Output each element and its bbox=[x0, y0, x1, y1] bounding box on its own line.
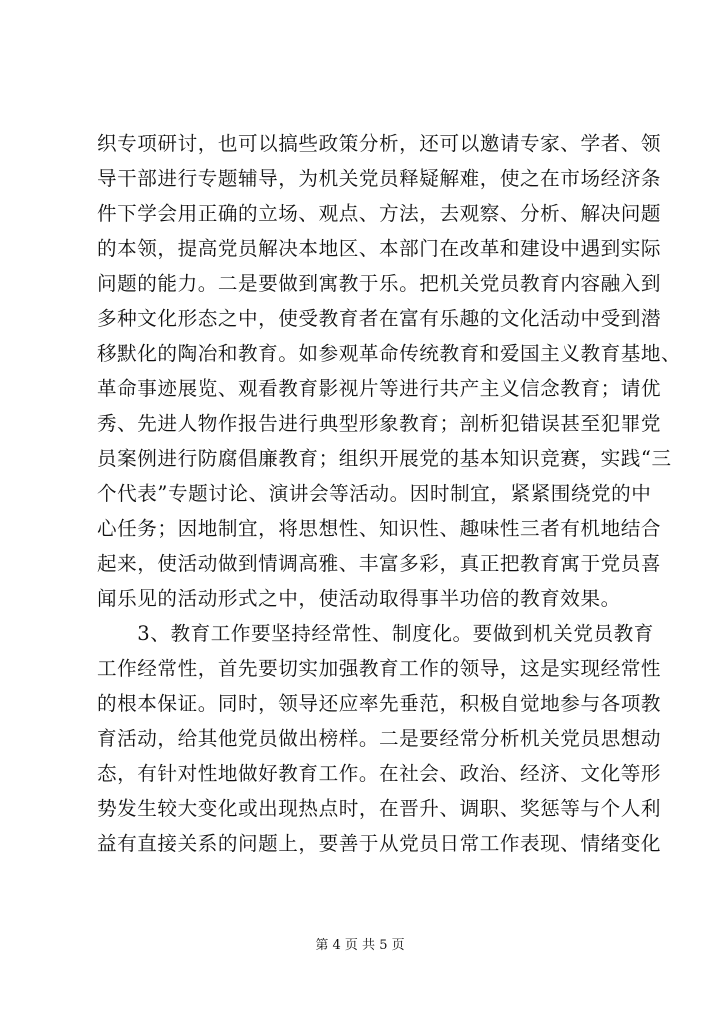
text-line: 问题的能力。二是要做到寓教于乐。把机关党员教育内容融入到 bbox=[97, 272, 662, 295]
text-line: 的本领，提高党员解决本地区、本部门在改革和建设中遇到实际 bbox=[97, 237, 662, 260]
page-footer: 第 4 页 共 5 页 bbox=[315, 938, 405, 953]
text-line: 起来，使活动做到情调高雅、丰富多彩，真正把教育寓于党员喜 bbox=[97, 552, 662, 575]
text-line: 闻乐见的活动形式之中，使活动取得事半功倍的教育效果。 bbox=[97, 587, 621, 610]
text-line: 的根本保证。同时，领导还应率先垂范，积极自觉地参与各项教 bbox=[97, 692, 662, 715]
text-line: 多种文化形态之中，使受教育者在富有乐趣的文化活动中受到潜 bbox=[97, 307, 662, 330]
text-line: 件下学会用正确的立场、观点、方法，去观察、分析、解决问题 bbox=[97, 202, 662, 225]
text-line: 个代表”专题讨论、演讲会等活动。因时制宜，紧紧围绕党的中 bbox=[97, 482, 652, 505]
text-line: 育活动，给其他党员做出榜样。二是要经常分析机关党员思想动 bbox=[97, 727, 662, 750]
text-line: 心任务；因地制宜，将思想性、知识性、趣味性三者有机地结合 bbox=[97, 517, 662, 540]
text-line: 革命事迹展览、观看教育影视片等进行共产主义信念教育；请优 bbox=[97, 377, 662, 400]
text-line: 员案例进行防腐倡廉教育；组织开展党的基本知识竞赛，实践“三 bbox=[97, 447, 672, 470]
text-line: 织专项研讨，也可以搞些政策分析，还可以邀请专家、学者、领 bbox=[97, 132, 662, 155]
text-line: 益有直接关系的问题上，要善于从党员日常工作表现、情绪变化 bbox=[97, 832, 662, 855]
text-line: 势发生较大变化或出现热点时，在晋升、调职、奖惩等与个人利 bbox=[97, 797, 662, 820]
text-line: 导干部进行专题辅导，为机关党员释疑解难，使之在市场经济条 bbox=[97, 167, 662, 190]
text-line: 3、教育工作要坚持经常性、制度化。要做到机关党员教育 bbox=[97, 622, 654, 645]
text-line: 移默化的陶冶和教育。如参观革命传统教育和爱国主义教育基地、 bbox=[97, 342, 682, 365]
text-line: 工作经常性，首先要切实加强教育工作的领导，这是实现经常性 bbox=[97, 657, 662, 680]
text-line: 态，有针对性地做好教育工作。在社会、政治、经济、文化等形 bbox=[97, 762, 662, 785]
text-line: 秀、先进人物作报告进行典型形象教育；剖析犯错误甚至犯罪党 bbox=[97, 412, 662, 435]
